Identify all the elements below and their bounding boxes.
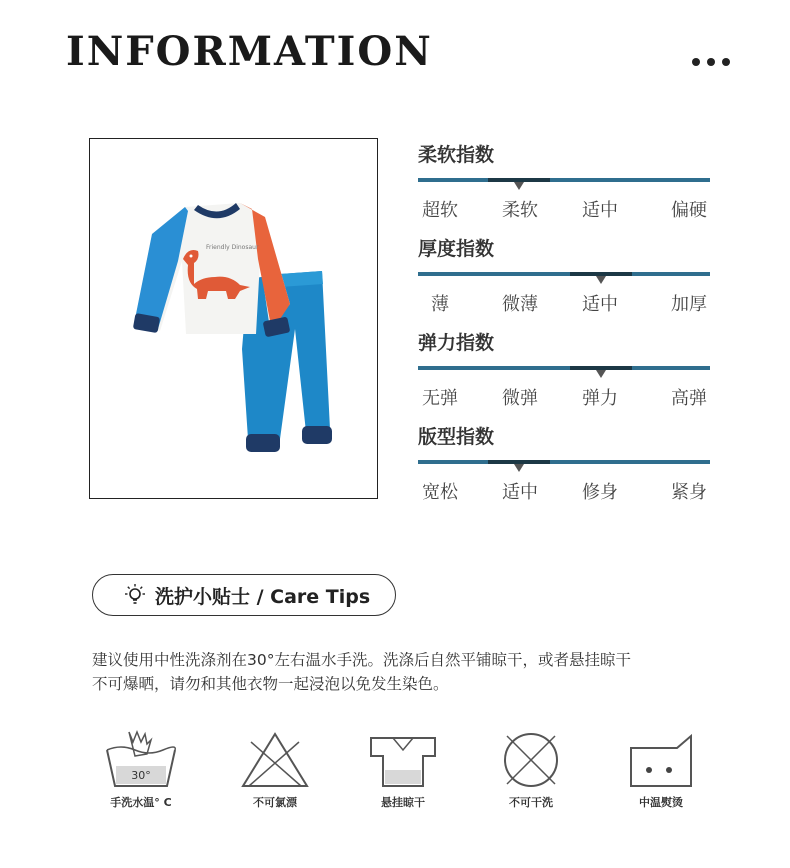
level-label: 宽松 bbox=[422, 482, 458, 503]
care-symbol-label: 中温熨烫 bbox=[639, 796, 683, 809]
lightbulb-icon bbox=[123, 583, 147, 607]
care-symbol-label: 不可氯漂 bbox=[253, 796, 297, 809]
index-elasticity bbox=[418, 330, 710, 408]
level-label: 加厚 bbox=[671, 294, 707, 315]
level-label: 高弹 bbox=[671, 388, 707, 409]
hang-dry-icon bbox=[363, 728, 443, 790]
index-bar bbox=[418, 272, 710, 276]
care-text-line: 不可爆晒，请勿和其他衣物一起浸泡以免发生染色。 bbox=[92, 675, 449, 693]
care-symbol-no-dry-clean bbox=[476, 728, 586, 810]
index-bar bbox=[418, 178, 710, 182]
index-bar bbox=[418, 366, 710, 370]
page-title: INFORMATION bbox=[66, 28, 433, 75]
iron-medium-icon bbox=[621, 728, 701, 790]
level-label: 微弹 bbox=[502, 388, 538, 409]
care-symbol-iron bbox=[606, 728, 716, 810]
level-label: 适中 bbox=[582, 200, 618, 221]
shirt-print-text: Friendly Dinosaur bbox=[206, 244, 259, 251]
care-text-line: 建议使用中性洗涤剂在30°左右温水手洗。洗涤后自然平铺晾干，或者悬挂晾干 bbox=[92, 651, 631, 669]
care-tips-heading bbox=[92, 574, 396, 616]
hand-wash-icon bbox=[101, 728, 181, 790]
level-label-selected: 适中 bbox=[582, 294, 618, 315]
index-title: 弹力指数 bbox=[418, 332, 495, 354]
care-symbol-hand-wash bbox=[86, 728, 196, 810]
care-instructions bbox=[92, 648, 712, 696]
level-label: 修身 bbox=[582, 482, 618, 503]
index-fit bbox=[418, 424, 710, 502]
care-symbol-label: 不可干洗 bbox=[509, 796, 553, 809]
level-label: 超软 bbox=[422, 200, 458, 221]
level-label: 无弹 bbox=[422, 388, 458, 409]
index-bar bbox=[418, 460, 710, 464]
care-symbol-no-bleach bbox=[220, 728, 330, 810]
level-label: 偏硬 bbox=[671, 200, 707, 221]
care-symbol-hang-dry bbox=[348, 728, 458, 810]
product-image bbox=[89, 138, 378, 499]
level-label-selected: 柔软 bbox=[502, 200, 538, 221]
level-label-selected: 适中 bbox=[502, 482, 538, 503]
no-dry-clean-icon bbox=[491, 728, 571, 790]
index-softness bbox=[418, 142, 710, 220]
level-label: 紧身 bbox=[671, 482, 707, 503]
care-tips-title: 洗护小贴士 / Care Tips bbox=[155, 585, 371, 608]
index-thickness bbox=[418, 236, 710, 314]
care-symbol-label: 手洗水温° C bbox=[110, 796, 172, 809]
index-title: 版型指数 bbox=[418, 426, 495, 448]
no-bleach-icon bbox=[235, 728, 315, 790]
wash-temp-text: 30° bbox=[131, 769, 151, 782]
index-title: 柔软指数 bbox=[418, 144, 495, 166]
level-label: 薄 bbox=[431, 294, 449, 315]
more-dots-icon[interactable] bbox=[692, 58, 730, 66]
level-label: 微薄 bbox=[502, 294, 538, 315]
level-label-selected: 弹力 bbox=[582, 388, 618, 409]
index-title: 厚度指数 bbox=[418, 238, 495, 260]
care-symbol-label: 悬挂晾干 bbox=[381, 796, 425, 809]
